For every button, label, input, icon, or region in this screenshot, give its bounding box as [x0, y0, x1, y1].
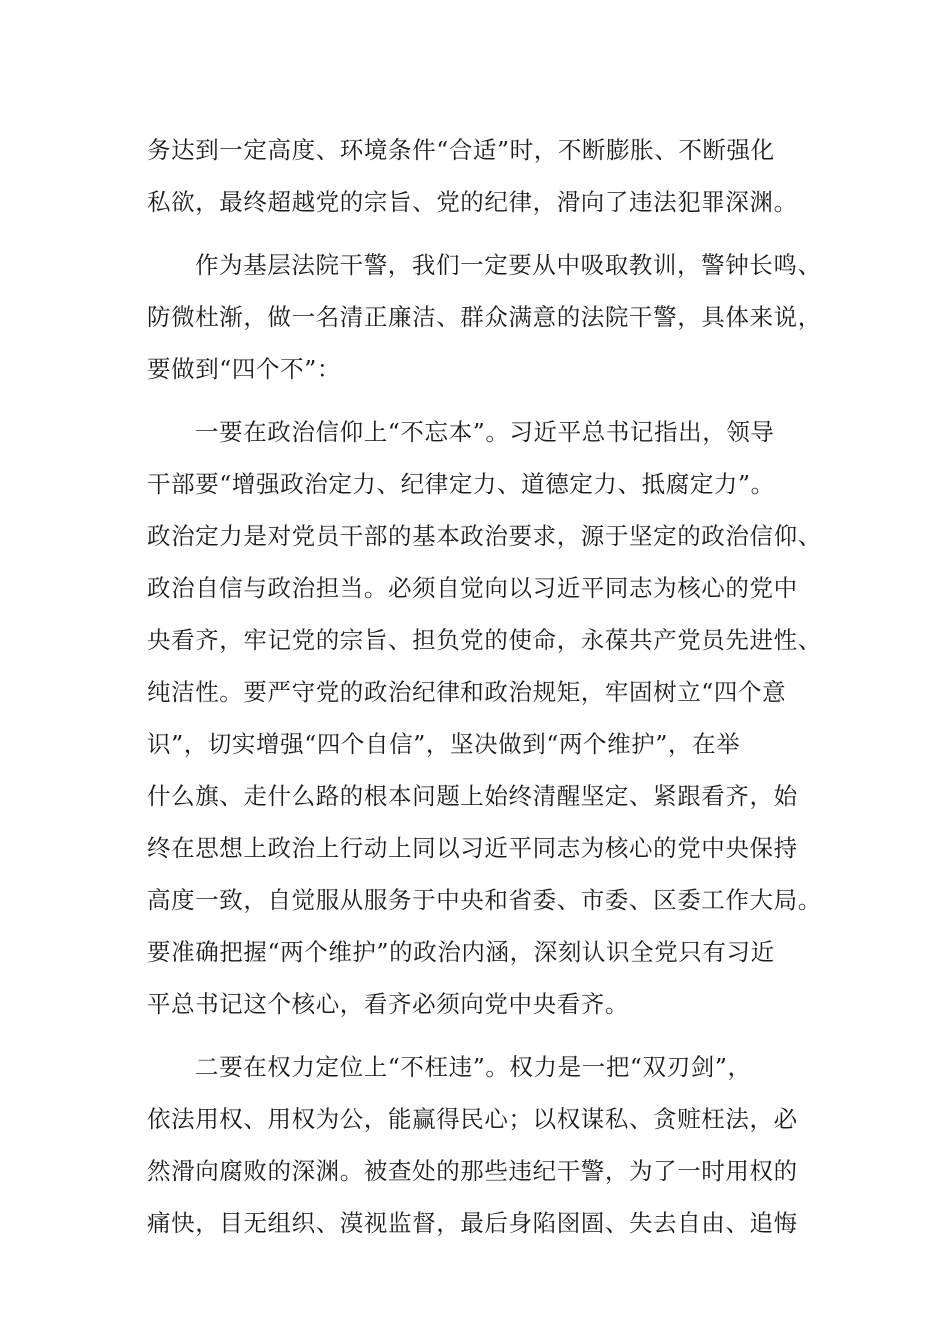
text-line: 要准确把握“两个维护”的政治内涵，深刻认识全党只有习近 [147, 938, 775, 966]
text-line: 识”，切实增强“四个自信”，坚决做到“两个维护”，在举 [147, 730, 741, 758]
text-line: 终在思想上政治上行动上同以习近平同志为核心的党中央保持 [147, 834, 798, 862]
text-line: 一要在政治信仰上“不忘本”。习近平总书记指出，领导 [195, 418, 775, 446]
text-line: 作为基层法院干警，我们一定要从中吸取教训，警钟长鸣、 [195, 251, 822, 279]
text-line: 什么旗、走什么路的根本问题上始终清醒坚定、紧跟看齐，始 [147, 782, 798, 810]
text-line: 政治自信与政治担当。必须自觉向以习近平同志为核心的党中 [147, 574, 798, 602]
text-line: 私欲，最终超越党的宗旨、党的纪律，滑向了违法犯罪深渊。 [147, 188, 798, 216]
text-line: 要做到“四个不”： [147, 355, 341, 383]
text-line: 高度一致，自觉服从服务于中央和省委、市委、区委工作大局。 [147, 886, 822, 914]
text-line: 依法用权、用权为公，能赢得民心；以权谋私、贪赃枉法，必 [147, 1105, 798, 1133]
text-line: 干部要“增强政治定力、纪律定力、道德定力、抵腐定力”。 [147, 470, 775, 498]
text-line: 二要在权力定位上“不枉违”。权力是一把“双刃剑”， [195, 1053, 752, 1081]
text-line: 政治定力是对党员干部的基本政治要求，源于坚定的政治信仰、 [147, 522, 822, 550]
text-line: 然滑向腐败的深渊。被查处的那些违纪干警，为了一时用权的 [147, 1157, 798, 1185]
text-line: 防微杜渐，做一名清正廉洁、群众满意的法院干警，具体来说， [147, 303, 822, 331]
text-line: 务达到一定高度、环境条件“合适”时，不断膨胀、不断强化 [147, 136, 775, 164]
text-line: 平总书记这个核心，看齐必须向党中央看齐。 [147, 990, 629, 1018]
text-line: 央看齐，牢记党的宗旨、担负党的使命，永葆共产党员先进性、 [147, 626, 822, 654]
text-line: 痛快，目无组织、漠视监督，最后身陷囹圄、失去自由、追悔 [147, 1209, 798, 1237]
text-line: 纯洁性。要严守党的政治纪律和政治规矩，牢固树立“四个意 [147, 678, 787, 706]
